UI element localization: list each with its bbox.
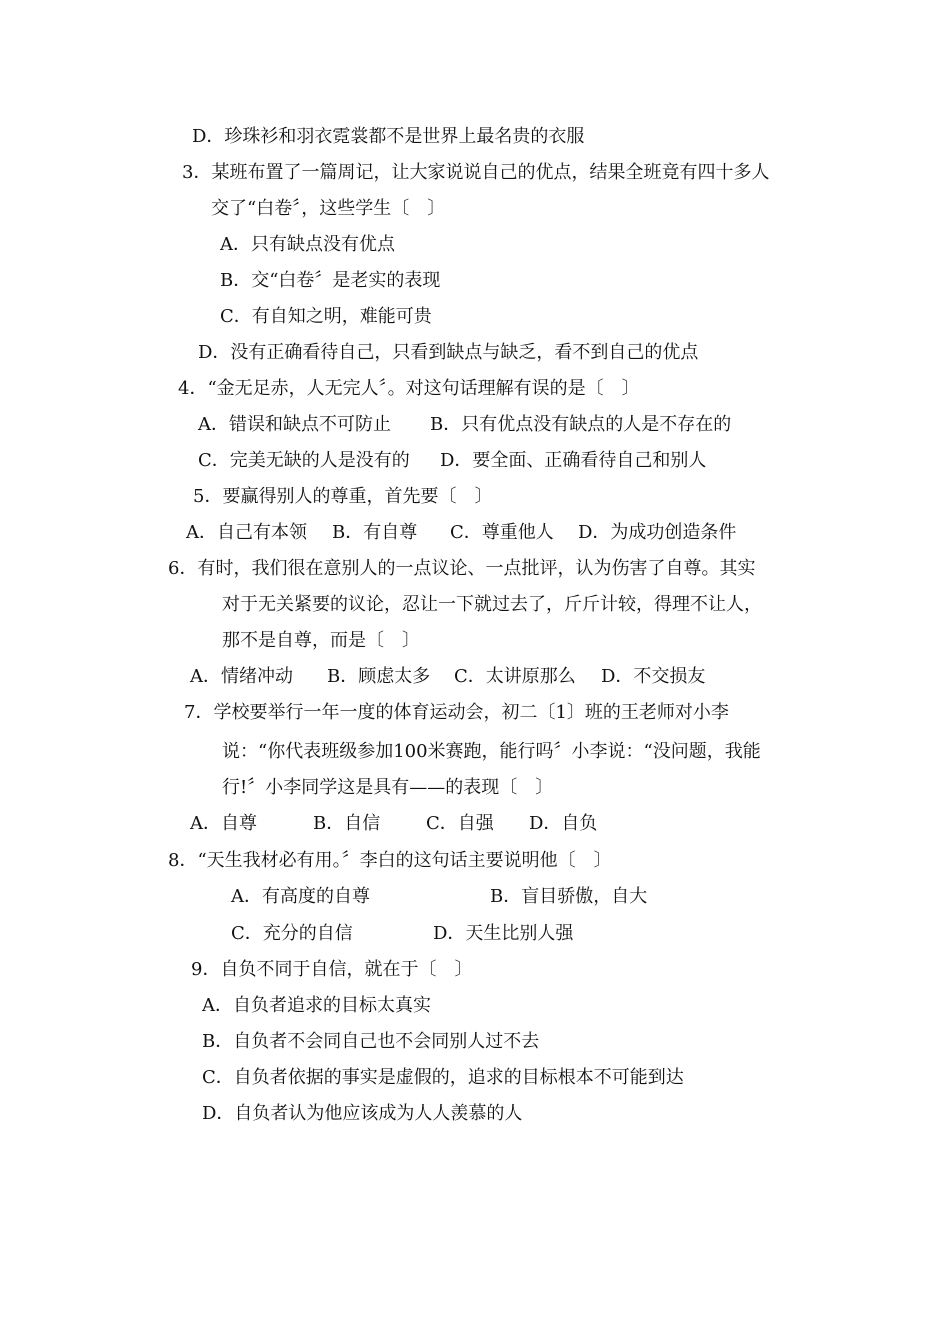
q7-option-a: A．自尊 xyxy=(190,813,257,834)
q5-option-d: D．为成功创造条件 xyxy=(578,522,737,543)
q5-options-row xyxy=(186,521,766,545)
q8-option-c: C．充分的自信 xyxy=(231,923,353,944)
q6-option-d: D．不交损友 xyxy=(601,666,706,687)
q5-option-a: A．自己有本领 xyxy=(186,522,307,543)
q7-stem-line1: 7．学校要举行一年一度的体育运动会，初二〔1〕班的王老师对小李 xyxy=(184,702,729,723)
q4-option-a: A．错误和缺点不可防止 xyxy=(198,414,391,435)
q8-options-row1 xyxy=(231,885,691,909)
q3-stem-line1: 3．某班布置了一篇周记，让大家说说自己的优点，结果全班竟有四十多人 xyxy=(182,162,770,183)
q6-option-a: A．情绪冲动 xyxy=(190,666,293,687)
q9-option-c: C．自负者依据的事实是虚假的，追求的目标根本不可能到达 xyxy=(202,1067,684,1088)
q5-option-b: B．有自尊 xyxy=(332,522,418,543)
q8-option-a: A．有高度的自尊 xyxy=(231,886,370,907)
q6-stem-line3: 那不是自尊，而是〔 〕 xyxy=(222,630,420,651)
q3-option-b: B．交“白卷〞是老实的表现 xyxy=(220,270,441,291)
q8-option-d: D．天生比别人强 xyxy=(433,923,574,944)
q6-options-row xyxy=(190,665,750,689)
q7-stem-line2: 说：“你代表班级参加100米赛跑，能行吗〞小李说：“没问题，我能 xyxy=(222,741,761,762)
q8-options-row2 xyxy=(231,922,691,946)
q3-option-c: C．有自知之明，难能可贵 xyxy=(220,306,432,327)
q7-option-d: D．自负 xyxy=(529,813,598,834)
q3-option-d: D．没有正确看待自己，只看到缺点与缺乏，看不到自己的优点 xyxy=(198,342,699,363)
q9-option-b: B．自负者不会同自己也不会同别人过不去 xyxy=(202,1031,540,1052)
q6-stem-line2: 对于无关紧要的议论，忍让一下就过去了，斤斤计较，得理不让人， xyxy=(222,594,762,615)
q2-option-d: D．珍珠衫和羽衣霓裳都不是世界上最名贵的衣服 xyxy=(192,126,585,147)
q9-option-a: A．自负者追求的目标太真实 xyxy=(202,995,431,1016)
q5-option-c: C．尊重他人 xyxy=(450,522,554,543)
q9-stem: 9．自负不同于自信，就在于〔 〕 xyxy=(191,959,473,980)
q3-stem-line2: 交了“白卷〞，这些学生〔 〕 xyxy=(211,198,446,219)
q9-option-d: D．自负者认为他应该成为人人羡慕的人 xyxy=(202,1103,523,1124)
q8-option-b: B．盲目骄傲，自大 xyxy=(490,886,648,907)
q4-options-row2 xyxy=(198,449,758,473)
q6-option-c: C．太讲原那么 xyxy=(454,666,576,687)
q4-option-b: B．只有优点没有缺点的人是不存在的 xyxy=(430,414,732,435)
q5-stem: 5．要赢得别人的尊重，首先要〔 〕 xyxy=(193,486,493,507)
q4-options-row1 xyxy=(198,413,758,437)
q7-option-b: B．自信 xyxy=(313,813,381,834)
q7-options-row xyxy=(190,812,630,836)
q6-option-b: B．顾虑太多 xyxy=(327,666,431,687)
q8-stem: 8．“天生我材必有用。〞李白的这句话主要说明他〔 〕 xyxy=(168,850,612,871)
q4-option-c: C．完美无缺的人是没有的 xyxy=(198,450,410,471)
q3-option-a: A．只有缺点没有优点 xyxy=(220,234,395,255)
q7-option-c: C．自强 xyxy=(426,813,494,834)
q6-stem-line1: 6．有时，我们很在意别人的一点议论、一点批评，认为伤害了自尊。其实 xyxy=(168,558,756,579)
q4-option-d: D．要全面、正确看待自己和别人 xyxy=(440,450,707,471)
q7-stem-line3: 行!〞小李同学这是具有——的表现〔 〕 xyxy=(222,777,554,798)
q4-stem: 4．“金无足赤，人无完人〞。对这句话理解有误的是〔 〕 xyxy=(178,378,640,399)
